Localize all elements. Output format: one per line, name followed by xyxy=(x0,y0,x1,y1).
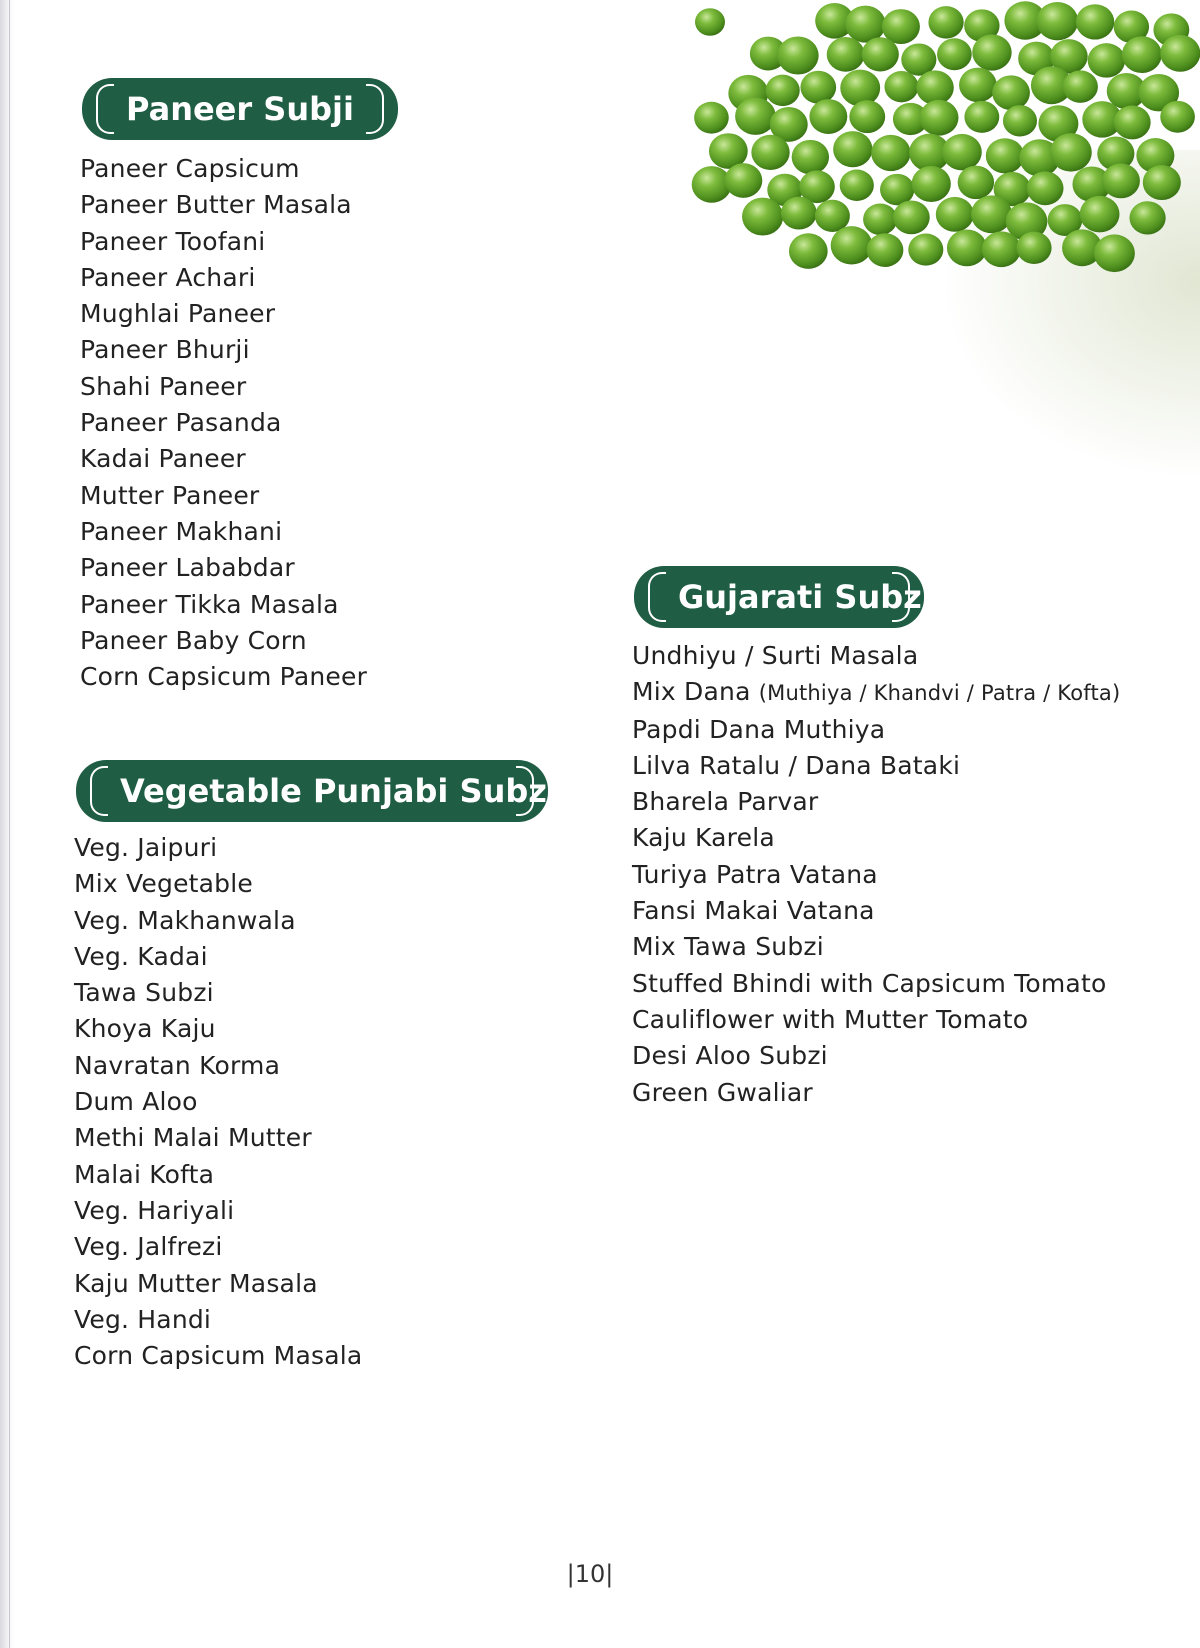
pea xyxy=(920,100,959,136)
section-title-vegetable-punjabi-subzi xyxy=(76,760,558,822)
pea xyxy=(695,8,725,36)
pea xyxy=(827,37,865,72)
list-item: Paneer Baby Corn xyxy=(80,625,307,655)
pea xyxy=(992,75,1030,110)
pea xyxy=(815,200,850,232)
list-item: Undhiyu / Surti Masala xyxy=(632,641,919,670)
list-item: Veg. Jaipuri xyxy=(74,833,218,862)
pea xyxy=(1080,196,1120,233)
pea xyxy=(1088,43,1126,78)
list-item: Khoya Kaju xyxy=(74,1014,216,1044)
list-item: Paneer Butter Masala xyxy=(80,190,352,220)
pea xyxy=(867,233,904,267)
list-item: Cauliflower with Mutter Tomato xyxy=(632,1004,1029,1034)
list-item: Veg. Handi xyxy=(74,1304,212,1334)
list-item: Dum Aloo xyxy=(74,1087,198,1117)
pea xyxy=(982,231,1021,267)
list-item: Corn Capsicum Paneer xyxy=(80,662,368,692)
pea xyxy=(862,37,899,71)
pea xyxy=(936,197,974,232)
list-item: Paneer Capsicum xyxy=(80,154,300,183)
pea xyxy=(947,230,987,267)
pea xyxy=(1114,105,1151,139)
pea xyxy=(986,138,1024,173)
list-item: Mutter Paneer xyxy=(80,480,260,510)
gujarati-title-text: Gujarati Subzi xyxy=(678,578,933,616)
pea xyxy=(916,70,954,105)
pea xyxy=(845,6,885,43)
list-item: Kaju Karela xyxy=(632,823,775,853)
list-item: Mix Vegetable xyxy=(74,869,253,899)
pea xyxy=(1160,101,1195,133)
pea xyxy=(766,75,800,106)
gujarati-subzi-list xyxy=(632,638,1120,1111)
pea xyxy=(694,102,729,134)
list-item xyxy=(632,674,1120,711)
list-item: Paneer Tikka Masala xyxy=(80,589,339,619)
list-item: Corn Capsicum Masala xyxy=(74,1341,363,1371)
pea xyxy=(863,204,897,235)
list-item: Green Gwaliar xyxy=(632,1077,813,1107)
list-item: Fansi Makai Vatana xyxy=(632,896,875,926)
pea xyxy=(1129,201,1165,234)
list-item: Paneer Lababdar xyxy=(80,553,295,583)
pea xyxy=(840,70,880,107)
list-item: Malai Kofta xyxy=(74,1159,215,1189)
list-item: Paneer Makhani xyxy=(80,516,283,546)
pea xyxy=(751,135,789,170)
list-item: Paneer Toofani xyxy=(80,226,266,256)
list-item: Desi Aloo Subzi xyxy=(632,1041,828,1071)
pea xyxy=(964,101,999,133)
pea xyxy=(959,68,997,103)
pea xyxy=(1016,232,1051,264)
pea xyxy=(1160,35,1200,72)
vegetable-punjabi-subzi-list xyxy=(74,830,362,1374)
pea xyxy=(912,166,951,202)
pea xyxy=(937,38,972,70)
pea xyxy=(777,36,818,74)
list-item: Turiya Patra Vatana xyxy=(632,859,878,889)
pea xyxy=(972,34,1011,70)
pea xyxy=(833,131,872,167)
pea xyxy=(942,134,982,170)
list-item: Lilva Ratalu / Dana Bataki xyxy=(632,750,961,780)
pea xyxy=(831,226,873,264)
list-item: Veg. Kadai xyxy=(74,941,208,971)
list-item: Navratan Korma xyxy=(74,1050,281,1080)
pea xyxy=(971,195,1012,233)
pea xyxy=(1037,2,1079,40)
page-binding-edge xyxy=(0,0,14,1648)
pea xyxy=(742,198,783,236)
pea xyxy=(735,98,776,135)
pea xyxy=(800,71,836,104)
pea xyxy=(1076,4,1114,39)
pea xyxy=(893,200,930,234)
pea xyxy=(958,166,994,200)
pea xyxy=(840,170,874,201)
list-item: Shahi Paneer xyxy=(80,371,247,401)
list-item: Mughlai Paneer xyxy=(80,299,276,329)
pea xyxy=(1050,133,1092,171)
pea xyxy=(1122,36,1162,73)
paneer-subji-list xyxy=(80,151,367,695)
vegetable-title-text: Vegetable Punjabi Subzi xyxy=(120,772,558,810)
list-item: Papdi Dana Muthiya xyxy=(632,714,886,744)
list-item-main: Mix Dana xyxy=(632,677,751,707)
pea xyxy=(884,71,918,102)
pea xyxy=(1094,234,1135,272)
list-item: Methi Malai Mutter xyxy=(74,1123,312,1153)
list-item: Paneer Pasanda xyxy=(80,408,282,438)
list-item: Kadai Paneer xyxy=(80,444,246,474)
list-item: Bharela Parvar xyxy=(632,787,819,817)
pea xyxy=(871,135,910,171)
list-item: Kaju Mutter Masala xyxy=(74,1268,318,1298)
pea xyxy=(849,100,885,133)
pea xyxy=(789,233,828,269)
list-item: Veg. Hariyali xyxy=(74,1195,235,1225)
pea xyxy=(792,140,829,174)
list-item: Paneer Achari xyxy=(80,262,256,292)
pea xyxy=(1102,163,1140,198)
list-item: Veg. Jalfrezi xyxy=(74,1232,223,1262)
green-peas-image xyxy=(670,0,1200,300)
pea xyxy=(908,233,943,265)
pea xyxy=(809,99,847,134)
pea xyxy=(781,197,817,230)
pea xyxy=(725,163,763,198)
page-number: |10| xyxy=(566,1560,614,1588)
section-title-gujarati-subzi xyxy=(634,566,933,628)
pea xyxy=(1027,171,1064,205)
list-item: Mix Tawa Subzi xyxy=(632,932,824,962)
pea xyxy=(928,6,963,38)
pea xyxy=(1063,70,1098,102)
pea xyxy=(1003,105,1037,136)
paneer-title-text: Paneer Subji xyxy=(126,90,354,128)
section-title-paneer-subji xyxy=(82,78,398,140)
list-item: Stuffed Bhindi with Capsicum Tomato xyxy=(632,968,1107,998)
list-item: Tawa Subzi xyxy=(74,978,214,1008)
list-item: Paneer Bhurji xyxy=(80,335,250,365)
list-item-note: (Muthiya / Khandvi / Patra / Kofta) xyxy=(758,681,1121,706)
pea xyxy=(1143,165,1181,200)
list-item: Veg. Makhanwala xyxy=(74,905,296,935)
